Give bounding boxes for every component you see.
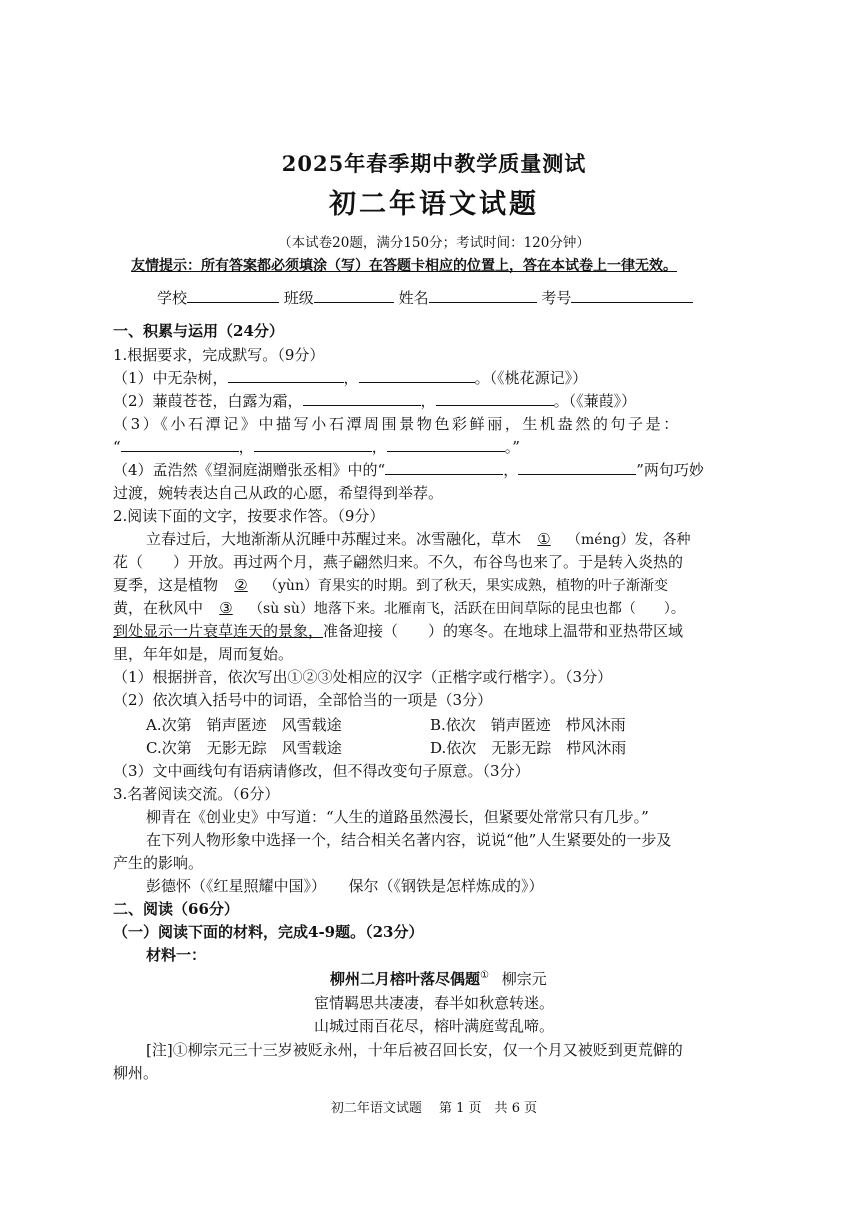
name-label: 姓名 (398, 289, 429, 307)
q2-text: 准备迎接（ ）的寒冬。在地球上温带和亚热带区域 (323, 622, 684, 640)
material1-label: 材料一： (146, 946, 207, 964)
q1-item-4-suffix: ”两句巧妙 (636, 461, 704, 479)
q2-sub-2: （2）依次填入括号中的词语，全部恰当的一项是（3分） (113, 691, 493, 709)
q3-choices: 彭德怀（《红星照耀中国》） 保尔（《钢铁是怎样炼成的》） (146, 877, 544, 895)
exam-title: 2025年春季期中教学质量测试 (281, 151, 587, 176)
page-footer: 初二年语文试题 第 1 页 共 6 页 (330, 1101, 538, 1116)
section1-heading: 一、积累与运用（24分） (113, 322, 284, 340)
q2-option-a: A.次第 销声匿迹 风雪载途 (146, 716, 342, 734)
student-info-row (157, 287, 693, 308)
q2-para-line-2: 花（ ）开放。再过两个月，燕子翩然归来。不久，布谷鸟也来了。于是转入炎热的 (113, 553, 684, 571)
q1-item-4-cont: 过渡，婉转表达自己从政的心愿，希望得到举荐。 (113, 484, 444, 502)
name-blank (429, 287, 537, 303)
q2-text: 夏季，这是植物 (113, 576, 219, 594)
class-blank (314, 287, 394, 303)
poem-note-line-2: 柳州。 (113, 1064, 159, 1082)
q1-item-4-prefix: （4）孟浩然《望洞庭湖赠张丞相》中的“ (113, 461, 386, 479)
blank (436, 390, 554, 406)
q2-text: （sù sù）地落下来。北雁南飞，活跃在田间草际的昆虫也都（ ）。 (249, 601, 685, 617)
q2-para-line-5 (113, 620, 683, 641)
q1-item-1-mid: ， (343, 369, 359, 387)
blank (518, 459, 636, 475)
q2-text: （yùn）育果实的时期。到了秋天，果实成熟，植物的叶子渐渐变 (264, 578, 668, 594)
q1-title: 1.根据要求，完成默写。（9分） (113, 346, 325, 364)
blank-mark-2: ② (234, 576, 248, 594)
number-blank (571, 287, 693, 303)
exam-meta: （本试卷20题，满分150分；考试时间：120分钟） (278, 235, 590, 251)
poem-line-1: 宦情羁思共凄凄，春半如秋意转迷。 (313, 994, 554, 1012)
blank (228, 367, 344, 383)
q2-option-b: B.依次 销声匿迹 栉风沐雨 (430, 716, 626, 734)
q3-title: 3.名著阅读交流。（6分） (113, 785, 280, 803)
blank-mark-1: ① (537, 530, 551, 548)
blank (303, 390, 421, 406)
q1-item-3-sep1: ， (238, 438, 254, 456)
q1-item-2-suffix: 。（《蒹葭》） (553, 392, 637, 410)
school-label: 学校 (157, 289, 188, 307)
q1-item-2-prefix: （2）蒹葭苍苍，白露为霜， (113, 392, 303, 410)
exam-subtitle: 初二年语文试题 (329, 189, 539, 220)
q1-item-3: （3）《小石潭记》中描写小石潭周围景物色彩鲜丽，生机盎然的句子是： (113, 415, 681, 433)
q2-text: 立春过后，大地渐渐从沉睡中苏醒过来。冰雪融化，草木 (146, 530, 522, 548)
q3-task-line-1: 在下列人物形象中选择一个，结合相关名著内容，说说“他”人生紧要处的一步及 (146, 831, 672, 849)
number-label: 考号 (541, 289, 572, 307)
q1-item-2-mid: ， (420, 392, 436, 410)
q2-title: 2.阅读下面的文字，按要求作答。（9分） (113, 507, 385, 525)
q1-item-2 (113, 390, 636, 411)
footnote-mark: ① (480, 970, 489, 981)
poem-title: 柳州二月榕叶落尽偶题 (330, 970, 481, 988)
q1-item-3-close: 。” (504, 438, 520, 456)
section2-heading: 二、阅读（66分） (113, 900, 239, 918)
poem-heading (330, 968, 547, 989)
poem-author: 柳宗元 (501, 970, 547, 988)
poem-line-2: 山城过雨百花尽，榕叶满庭莺乱啼。 (313, 1017, 554, 1035)
q1-item-3-open: “ (113, 438, 121, 456)
school-blank (187, 287, 279, 303)
blank (387, 436, 505, 452)
blank (359, 367, 475, 383)
q1-item-1 (113, 367, 587, 388)
q3-task-line-2: 产生的影响。 (113, 854, 204, 872)
q2-para-line-3 (113, 574, 668, 595)
q1-item-1-suffix: 。（《桃花源记》） (474, 369, 588, 387)
blank (385, 459, 503, 475)
blank (254, 436, 372, 452)
poem-note-line-1: [注]①柳宗元三十三岁被贬永州，十年后被召回长安，仅一个月又被贬到更荒僻的 (146, 1041, 683, 1059)
q2-option-d: D.依次 无影无踪 栉风沐雨 (430, 739, 627, 757)
q2-sub-3: （3）文中画线句有语病请修改，但不得改变句子原意。（3分） (113, 762, 530, 780)
part1-heading: （一）阅读下面的材料，完成4-9题。（23分） (113, 923, 424, 941)
q1-item-4-mid: ， (503, 461, 519, 479)
q1-item-3-blanks (113, 436, 520, 457)
q2-option-c: C.次第 无影无踪 风雪载途 (146, 739, 342, 757)
q2-para-line-4 (113, 597, 685, 618)
q1-item-4 (113, 459, 704, 480)
q2-text: 黄，在秋风中 (113, 599, 204, 617)
blank (121, 436, 239, 452)
q2-text: （méng）发，各种 (567, 532, 691, 548)
class-label: 班级 (283, 289, 314, 307)
q3-quote: 柳青在《创业史》中写道：“人生的道路虽然漫长，但紧要处常常只有几步。” (146, 808, 649, 826)
underlined-sentence: 到处显示一片衰草连天的景象， (113, 622, 324, 640)
q2-sub-1: （1）根据拼音，依次写出①②③处相应的汉字（正楷字或行楷字）。（3分） (113, 668, 613, 686)
q1-item-1-prefix: （1）中无杂树， (113, 369, 228, 387)
q1-item-3-sep2: ， (371, 438, 387, 456)
friendly-tip: 友情提示：所有答案都必须填涂（写）在答题卡相应的位置上，答在本试卷上一律无效。 (131, 258, 677, 274)
q2-para-line-1 (146, 528, 691, 549)
q2-para-line-6: 里，年年如是，周而复始。 (113, 645, 294, 663)
blank-mark-3: ③ (219, 599, 233, 617)
